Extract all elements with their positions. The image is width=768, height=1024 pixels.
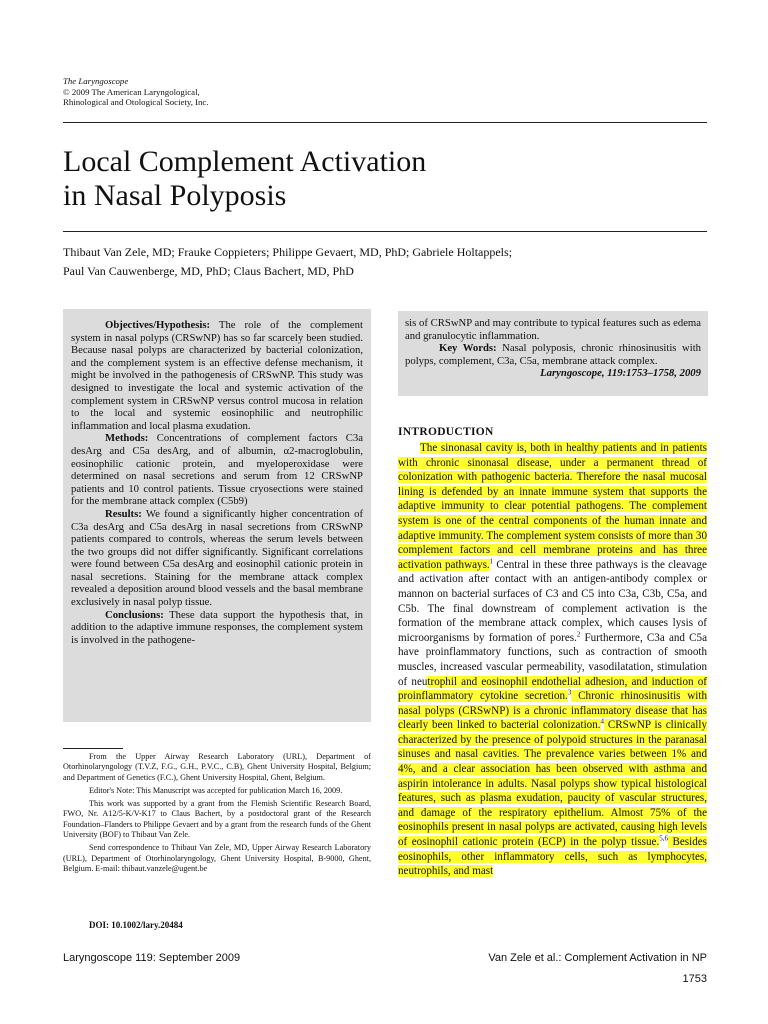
footer-running-title: Van Zele et al.: Complement Activation in NP [488,952,707,964]
abstract-box [63,309,371,722]
page-number: 1753 [682,973,707,985]
article-title: Local Complement Activation in Nasal Polyposis [63,145,427,212]
footnote-rule [63,748,123,749]
footnote-correspondence: Send correspondence to Thibaut Van Zele, MD, Upper Airway Research Laboratory (URL), Department of Otorhinolaryngology, Ghent University Hospital, B-9000, Ghent, Belgium. E-mail: thibaut.vanzele@ugent.be [63,843,371,873]
footnote-editor-note: Editor's Note: This Manuscript was accepted for publication March 16, 2009. [89,785,343,795]
highlight: CRSwNP is clinically characterized by the presence of polypoid structures in the paranasal sinuses and nasal cavities. The prevalence varies between 1% and 4%, and a clear association has been observed with asthma and aspirin intolerance in adults. Nasal polyps show typical histological features, such as plasma exudation, paucity of vascular structures, and damage of the respiratory epithelium. Almost 75% of the eosinophils present in nasal polyps are activated, causing high levels of eosinophil cationic protein (ECP) in the polyp tissue. [398,719,708,849]
header-rule [63,122,707,123]
abstract-keywords: Key Words: Nasal polyposis, chronic rhinosinusitis with polyps, complement, C3a, C5a, membrane attack complex. [405,342,702,367]
abstract-continued-box [398,311,708,396]
footnotes [63,752,371,877]
footnote-grant: This work was supported by a grant from the Flemish Scientific Research Board, FWO, Nr. A12/5-K/V-K17 to Claus Bachert, by a postdoctoral grant of the Research Foundation–Flanders to Philippe Gevaert and by a grant from the research funds of the Ghent University (BOF) to Thibaut Van Zele. [63,799,371,840]
doi: DOI: 10.1002/lary.20484 [89,920,183,930]
title-rule [63,231,707,232]
abstract-citation: Laryngoscope, 119:1753–1758, 2009 [540,367,701,380]
introduction-paragraph: The sinonasal cavity is, both in healthy patients and in patients with chronic sinonasal disease, under a permanent thread of colonization with pathogenic bacteria. Therefore the nasal mucosal lining is defended by an innate immune system that supports the adaptive immunity to clear potential pathogens. The complement system is one of the central components of the human innate and adaptive immunity. The complement system consists of more than 30 complement factors and cell membrane proteins and has three activation pathways.$^1$ Central in these three pathways is the cleavage and activation after contact with an antigen-antibody complex or mannon on bacterial surfaces of C3 and C5 into C3a, C3b, C5a, and C5b. The final downstream of complement activation is the formation of the membrane attack complex, which causes lysis of microorganisms by formation of pores.$^2$ Furthermore, C3a and C5a have proinflammatory functions, such as contraction of smooth muscles, increased vascular permeability, vasodilatation, stimulation of neutrophil and eosinophil endothelial adhesion, and induction of proinflammatory cytokine secretion.$^3$ Chronic rhinosinusitis with nasal polyps (CRSwNP) is a chronic inflammatory disease that has clearly been linked to bacterial colonization.$^4$ CRSwNP is clinically characterized by the presence of polypoid structures in the paranasal sinuses and nasal cavities. The prevalence varies between 1% and 4%, and a clear association has been observed with asthma and aspirin intolerance in adults. Nasal polyps show typical histological features, such as plasma exudation, paucity of vascular structures, and damage of the respiratory epithelium. Almost 75% of the eosinophils present in nasal polyps are activated, causing high levels of eosinophil cationic protein (ECP) in the polyp tissue.$^{5,6}$ Besides eosinophils, other inflammatory cells, such as lymphocytes, neutrophils, and mast [398,442,708,878]
journal-name: The Laryngoscope [63,76,129,86]
abstract-methods: Methods: Concentrations of complement factors C3a desArg and C5a desArg, and of albumin, α2-macroglobulin, eosinophilic cationic protein, and myeloperoxidase were determined on nasal secretions and serum from 12 CRSwNP patients and 10 control patients. Tissue cryosections were stained for the membrane attack complex (C5b9) [71,432,363,508]
highlight: The sinonasal cavity is, both in healthy patients and in patients with chronic sinonasal disease, under a permanent thread of colonization with pathogenic bacteria. Therefore the nasal mucosal lining is defended by an innate immune system that supports the adaptive immunity to clear potential pathogens. The complement system is one of the central components of the human innate and adaptive immunity. The complement system consists of more than 30 complement factors and cell membrane proteins and has three activation pathways. [398,442,707,571]
journal-header [63,76,363,108]
abstract-continued: sis of CRSwNP and may contribute to typical features such as edema and granulocytic inflammation. [405,317,701,342]
abstract-objectives: Objectives/Hypothesis: The role of the complement system in nasal polyps (CRSwNP) has so far scarcely been studied. Because nasal polyps are characterized by bacterial colonization, and the complement system is an effective defense mechanism, it might be involved in the pathogenesis of CRSwNP. This study was designed to investigate the local and systemic activation of the complement system in CRSwNP versus control mucosa in relation to the local and systemic eosinophilic and neutrophilic inflammation and local plasma exudation. [71,319,363,432]
abstract-conclusions: Conclusions: These data support the hypothesis that, in addition to the adaptive immune responses, the complement system is involved in the pathogene- [71,608,363,646]
society-line: Rhinological and Otological Society, Inc. [63,97,209,107]
footnote-affiliation: From the Upper Airway Research Laboratory (URL), Department of Otorhinolaryngology (T.V.Z, F.G., G.H., P.V.C., C.B), Ghent University Hospital, Belgium; and Department of Genetics (F.C.), Ghent University Hospital, Ghent, Belgium. [63,752,371,782]
abstract-results: Results: We found a significantly higher concentration of C3a desArg and C5a desArg in nasal secretions from CRSwNP patients compared to controls, whereas the serum levels between the two groups did not differ significantly. Significant correlations were found between C5a desArg and eosinophil cationic protein in nasal secretions. Staining for the membrane attack complex revealed a deposition around blood vessels and the basal membrane exclusively in nasal polyp tissue. [71,507,363,609]
highlight: Besides eosinophils, other inflammatory cells, such as lymphocytes, neutrophils, and mast [398,836,707,878]
footer-journal-issue: Laryngoscope 119: September 2009 [63,952,241,964]
copyright-line: © 2009 The American Laryngological, [63,86,200,97]
highlight: Chronic rhinosinusitis with nasal polyps (CRSwNP) is a chronic inflammatory disease that has clearly been linked to bacterial colonization. [398,690,708,732]
highlight: trophil and eosinophil endothelial adhesion, and induction of proinflammatory cytokine secretion. [398,675,707,703]
author-list: Thibaut Van Zele, MD; Frauke Coppieters; Philippe Gevaert, MD, PhD; Gabriele Holtappels; Paul Van Cauwenberge, MD, PhD; Claus Bachert, MD, PhD [63,245,513,278]
section-heading-introduction: INTRODUCTION [398,426,494,438]
